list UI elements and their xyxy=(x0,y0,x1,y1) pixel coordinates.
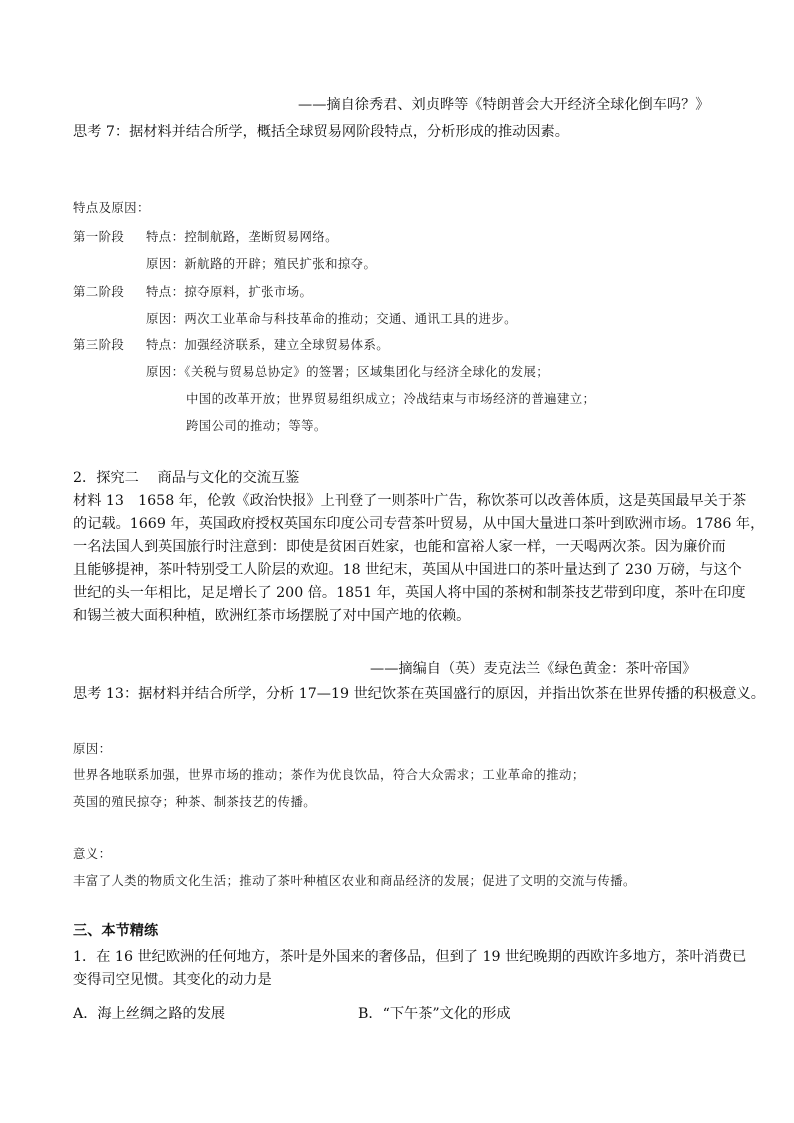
option-b[interactable]: B．“下午茶”文化的形成 xyxy=(358,1006,511,1022)
answer13-meaning-line-1: 丰富了人类的物质文化生活；推动了茶叶种植区农业和商品经济的发展；促进了文明的交流与传播。 xyxy=(73,873,636,888)
think-7-question: 思考 7：据材料并结合所学，概括全球贸易网阶段特点，分析形成的推动因素。 xyxy=(73,124,569,140)
stage2-reason: 原因：两次工业革命与科技革命的推动；交通、通讯工具的进步。 xyxy=(146,311,517,326)
material-13-line: 和锡兰被大面积种植，欧洲红茶市场摆脱了对中国产地的依赖。 xyxy=(73,608,471,624)
option-a[interactable]: A．海上丝绸之路的发展 xyxy=(73,1006,226,1022)
stage1-feature: 特点：控制航路，垄断贸易网络。 xyxy=(146,229,338,244)
stage3-feature: 特点：加强经济联系，建立全球贸易体系。 xyxy=(146,337,390,352)
answer7-heading: 特点及原因： xyxy=(73,200,150,215)
source-citation-1: ——摘自徐秀君、刘贞晔等《特朗普会大开经济全球化倒车吗？》 xyxy=(298,97,710,113)
stage1-label: 第一阶段 xyxy=(73,229,125,244)
material-13-line: 材料 13 1658 年，伦敦《政治快报》上刊登了一则茶叶广告，称饮茶可以改善体质，这是英国最早关于茶 xyxy=(73,493,747,509)
answer13-reason-line-2: 英国的殖民掠夺；种茶、制茶技艺的传播。 xyxy=(73,794,317,809)
source-citation-13: ——摘编自（英）麦克法兰《绿色黄金：茶叶帝国》 xyxy=(370,661,697,677)
stage3-reason-3: 跨国公司的推动；等等。 xyxy=(186,418,327,433)
stage1-reason: 原因：新航路的开辟；殖民扩张和掠夺。 xyxy=(146,256,377,271)
stage3-reason-1: 原因：《关税与贸易总协定》的签署；区域集团化与经济全球化的发展； xyxy=(146,364,550,379)
answer13-reason-line-1: 世界各地联系加强，世界市场的推动；茶作为优良饮品，符合大众需求；工业革命的推动； xyxy=(73,767,585,782)
answer13-reason-heading: 原因： xyxy=(73,741,112,756)
material-13-paragraph xyxy=(73,490,765,628)
question-1-line: 1．在 16 世纪欧洲的任何地方，茶叶是外国来的奢侈品，但到了 19 世纪晚期的西欧许多地方，茶叶消费已 xyxy=(73,949,747,965)
material-13-line: 一名法国人到英国旅行时注意到：即使是贫困百姓家，也能和富裕人家一样，一天喝两次茶。因为廉价而 xyxy=(73,539,726,555)
material-13-line: 且能够提神，茶叶特别受工人阶层的欢迎。18 世纪末，英国从中国进口的茶叶量达到了 230 万磅，与这个 xyxy=(73,562,742,578)
stage3-label: 第三阶段 xyxy=(73,337,125,352)
stage3-reason-2: 中国的改革开放；世界贸易组织成立；冷战结束与市场经济的普遍建立； xyxy=(186,391,596,406)
section3-title: 三、本节精练 xyxy=(73,923,159,939)
stage2-feature: 特点：掠夺原料，扩张市场。 xyxy=(146,284,313,299)
section2-title: 2．探究二 商品与文化的交流互鉴 xyxy=(73,470,300,486)
question-1-line: 变得司空见惯。其变化的动力是 xyxy=(73,972,272,988)
answer13-meaning-heading: 意义： xyxy=(73,846,112,861)
think-13-question: 思考 13：据材料并结合所学，分析 17—19 世纪饮茶在英国盛行的原因，并指出饮茶在世界传播的积极意义。 xyxy=(73,686,765,702)
stage2-label: 第二阶段 xyxy=(73,284,125,299)
question-1-stem xyxy=(73,946,747,992)
material-13-line: 的记载。1669 年，英国政府授权英国东印度公司专营茶叶贸易，从中国大量进口茶叶到欧洲市场。1786 年， xyxy=(73,516,765,532)
material-13-line: 世纪的头一年相比，足足增长了 200 倍。1851 年，英国人将中国的茶树和制茶技艺带到印度，茶叶在印度 xyxy=(73,585,746,601)
